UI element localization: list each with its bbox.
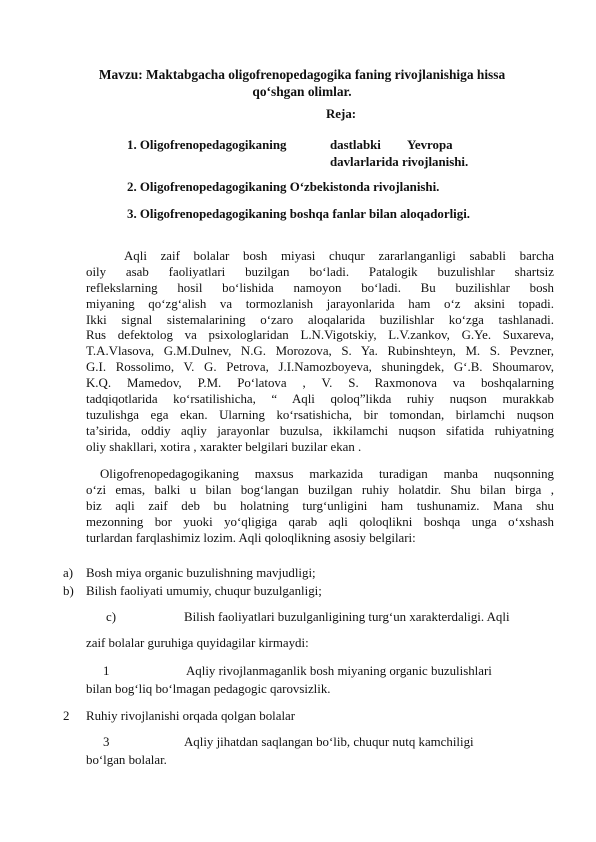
- paragraph-2: [86, 467, 554, 546]
- paragraph-2-line: o‘zi emas, balki u bilan bog‘langan buzilgan ruhiy holatdir. Shu bilan birga ,: [86, 482, 554, 497]
- plan-item-2: 2. Oligofrenopedagogikaning O‘zbekistonda rivojlanishi.: [127, 180, 440, 194]
- paragraph-1-line: T.A.Vlasova, G.M.Dulnev, N.G. Morozova, S. Ya. Rubinshteyn, M. S. Pevzner,: [86, 344, 554, 359]
- plan-item-1-part-a: 1. Oligofrenopedagogikaning: [127, 138, 287, 152]
- paragraph-1-line: Ikki signal sistemalarining o‘zaro aloqalarida buzilishlar ko‘zga tashlanadi.: [86, 312, 554, 327]
- paragraph-1-line: tuzulishga ega ekan. Ularning ko‘rsatishicha, bir tomondan, birlamchi nuqson: [86, 407, 554, 422]
- list-marker-1: 1: [103, 664, 110, 678]
- paragraph-2-line: turlardan farqlashimiz lozim. Aqli qoloqlikning asosiy belgilari:: [86, 530, 416, 545]
- list-item-c-continuation: zaif bolalar guruhiga quyidagilar kirmaydi:: [86, 636, 309, 650]
- paragraph-2-line: Oligofrenopedagogikaning maxsus markazida turadigan manba nuqsonning: [100, 467, 554, 481]
- list-item-c: Bilish faoliyatlari buzulganligining turg‘un xarakterdaligi. Aqli: [184, 610, 510, 624]
- list-item-3: Aqliy jihatdan saqlangan bo‘lib, chuqur nutq kamchiligi: [184, 735, 474, 749]
- paragraph-1-line: oily asab faoliyatlari buzilgan bo‘ladi. Patalogik buzulishlar shartsiz: [86, 264, 554, 279]
- paragraph-1-line: miyaning qo‘zg‘alish va tormozlanish jarayonlarida ham o‘z aksini topadi.: [86, 296, 554, 311]
- document-title-line-2: qo‘shgan olimlar.: [252, 84, 352, 99]
- paragraph-1: [86, 249, 554, 456]
- plan-item-1-part-c: Yevropa: [407, 138, 453, 152]
- list-marker-b: b): [63, 584, 74, 598]
- plan-item-3: 3. Oligofrenopedagogikaning boshqa fanlar bilan aloqadorligi.: [127, 207, 470, 221]
- list-marker-2: 2: [63, 709, 70, 723]
- list-marker-c: c): [106, 610, 117, 624]
- paragraph-1-line: oliy shakllari, xotira , xarakter belgilari buzilar ekan .: [86, 439, 362, 454]
- list-marker-a: a): [63, 566, 74, 580]
- paragraph-2-line: biz aqli zaif deb bu holatning turg‘unligini ham tushunamiz. Mana shu: [86, 498, 554, 513]
- list-item-1-continuation: bilan bog‘liq bo‘lmagan pedagogic qarovsizlik.: [86, 682, 331, 696]
- list-item-b: Bilish faoliyati umumiy, chuqur buzulganligi;: [86, 584, 322, 598]
- paragraph-1-line: Aqli zaif bolalar bosh miyasi chuqur zararlanganligi sababli barcha: [124, 249, 554, 263]
- paragraph-1-line: tadqiqotlarida ko‘rsatilishicha, “ Aqli qoloq”likda ruhiy nuqson murakkab: [86, 392, 554, 407]
- list-item-2: Ruhiy rivojlanishi orqada qolgan bolalar: [86, 709, 296, 723]
- list-marker-3: 3: [103, 735, 110, 749]
- paragraph-2-line: mezonning bor yuoki yo‘qligiga qarab aqli qoloqlikni boshqa unga o‘xshash: [86, 514, 554, 529]
- plan-heading: Reja:: [326, 107, 357, 121]
- paragraph-1-line: reflekslarning hosil bo‘lishida namoyon bo‘ladi. Bu buzilishlar bosh: [86, 280, 554, 295]
- plan-item-1-part-d: davlarlarida rivojlanishi.: [330, 155, 469, 169]
- list-item-3-continuation: bo‘lgan bolalar.: [86, 753, 167, 767]
- paragraph-1-line: ta’sirida, oddiy aqliy jarayonlar buzulsa, ikkilamchi nuqson sifatida ruhiyatning: [86, 423, 554, 438]
- paragraph-1-line: G.I. Rossolimo, V. G. Petrova, J.I.Namozboyeva, shuningdek, G‘.B. Shoumarov,: [86, 360, 554, 375]
- paragraph-1-line: Rus defektolog va psixologlaridan L.N.Vigotskiy, L.V.zankov, G.Ye. Suxareva,: [86, 328, 554, 343]
- paragraph-1-line: K.Q. Mamedov, P.M. Po‘latova , V. S. Raxmonova va boshqalarning: [86, 376, 554, 391]
- plan-item-1-part-b: dastlabki: [330, 138, 381, 152]
- list-item-1: Aqliy rivojlanmaganlik bosh miyaning organic buzulishlari: [186, 664, 492, 678]
- document-title-line-1: Mavzu: Maktabgacha oligofrenopedagogika faning rivojlanishiga hissa: [98, 67, 506, 82]
- list-item-a: Bosh miya organic buzulishning mavjudligi;: [86, 566, 316, 580]
